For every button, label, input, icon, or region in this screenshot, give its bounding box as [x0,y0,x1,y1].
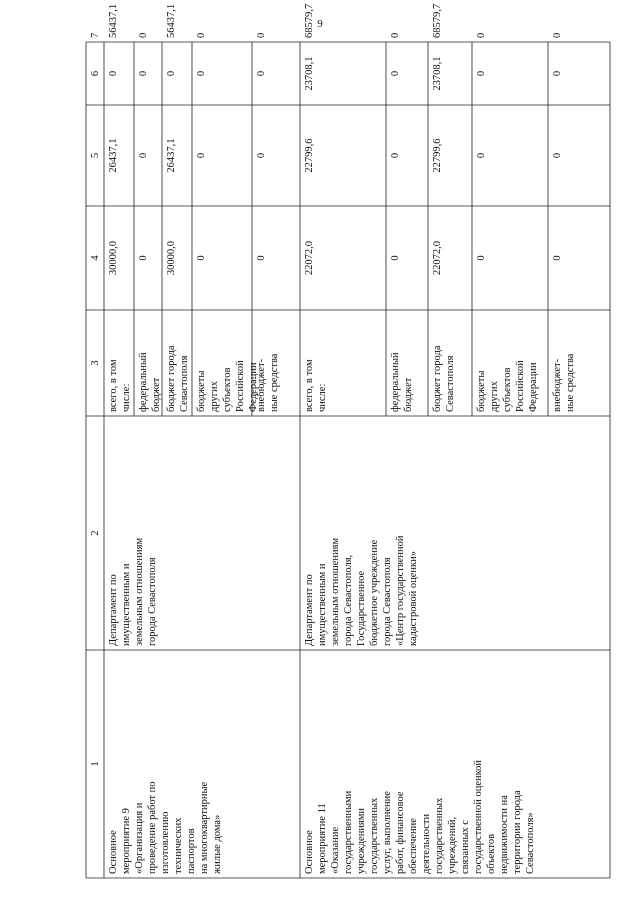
value-col-5: 0 [390,152,401,159]
value-col-7: 0 [196,32,207,38]
value-col-5: 0 [552,152,563,159]
value-col-6: 23708,1 [432,56,443,91]
measure-name: Основное мероприятие 11 «Оказание государственными учреждениями государственных услуг, выполнение работ, финансовое обеспечение деятельности государственных учреждений, связанных с государственной оценкой объектов недвижимости на территории города Севастополя» [304,759,536,874]
page-number: 9 [317,18,323,30]
funding-source: внебюджет- ные средства [552,353,576,412]
value-col-4: 0 [476,255,487,261]
funding-source: федеральный бюджет [390,352,414,412]
header-cell-4: 4 [90,255,101,261]
funding-source: бюджет города Севастополя [166,345,190,412]
value-col-5: 0 [196,152,207,159]
value-col-7: 0 [138,32,149,38]
value-col-5: 0 [256,152,267,159]
header-cell-3: 3 [90,360,101,366]
value-col-6: 0 [196,70,207,77]
value-col-6: 0 [138,70,149,77]
value-col-7: 56437,1 [166,3,177,38]
value-col-4: 0 [552,255,563,261]
funding-source: внебюджет- ные средства [256,353,280,412]
value-col-5: 0 [476,152,487,159]
funding-source: бюджет города Севастополя [432,345,456,412]
value-col-5: 0 [138,152,149,159]
header-cell-7: 7 [90,32,101,38]
value-col-6: 0 [166,70,177,77]
value-col-6: 0 [476,70,487,77]
value-col-7: 56437,1 [108,3,119,38]
value-col-6: 0 [256,70,267,77]
measure-executor: Департамент по имущественным и земельным отношениям города Севастополя, Государственное бюджетное учреждение города Севастополя «Центр государственной кадастровой оценки» [304,535,419,646]
value-col-5: 22799,6 [432,138,443,173]
measure-name: Основное мероприятие 9 «Организация и проведение работ по изготовлению технических паспортов на многоквартирные жилые дома» [108,781,223,874]
funding-source: всего, в том числе: [304,359,328,412]
header-cell-1: 1 [90,761,101,767]
value-col-7: 0 [256,32,267,38]
value-col-7: 0 [476,32,487,38]
header-cell-2: 2 [90,530,101,536]
funding-source: бюджеты других субъектов Российской Федерации [476,360,539,412]
header-cell-6: 6 [90,70,101,77]
value-col-5: 26437,1 [166,138,177,173]
value-col-7: 0 [552,32,563,38]
value-col-7: 0 [390,32,401,38]
rotated-table [86,3,610,878]
value-col-4: 0 [196,255,207,261]
value-col-4: 22072,0 [304,240,315,276]
value-col-5: 22799,6 [304,138,315,173]
funding-source: федеральный бюджет [138,352,162,412]
value-col-6: 0 [390,70,401,77]
value-col-5: 26437,1 [108,138,119,173]
funding-source: всего, в том числе: [108,359,132,412]
value-col-6: 0 [108,70,119,77]
value-col-6: 0 [552,70,563,77]
value-col-4: 0 [256,255,267,261]
header-cell-5: 5 [90,152,101,159]
value-col-4: 0 [138,255,149,261]
value-col-4: 22072,0 [432,240,443,276]
measure-executor: Департамент по имущественным и земельным отношениям города Севастополя [108,537,158,646]
value-col-4: 0 [390,255,401,261]
value-col-4: 30000,0 [108,240,119,276]
funding-source: бюджеты других субъектов Российской Федерации [196,360,259,412]
value-col-4: 30000,0 [166,240,177,276]
value-col-7: 68579,7 [432,3,443,38]
value-col-6: 23708,1 [304,56,315,91]
value-col-7: 68579,7 [304,3,315,38]
